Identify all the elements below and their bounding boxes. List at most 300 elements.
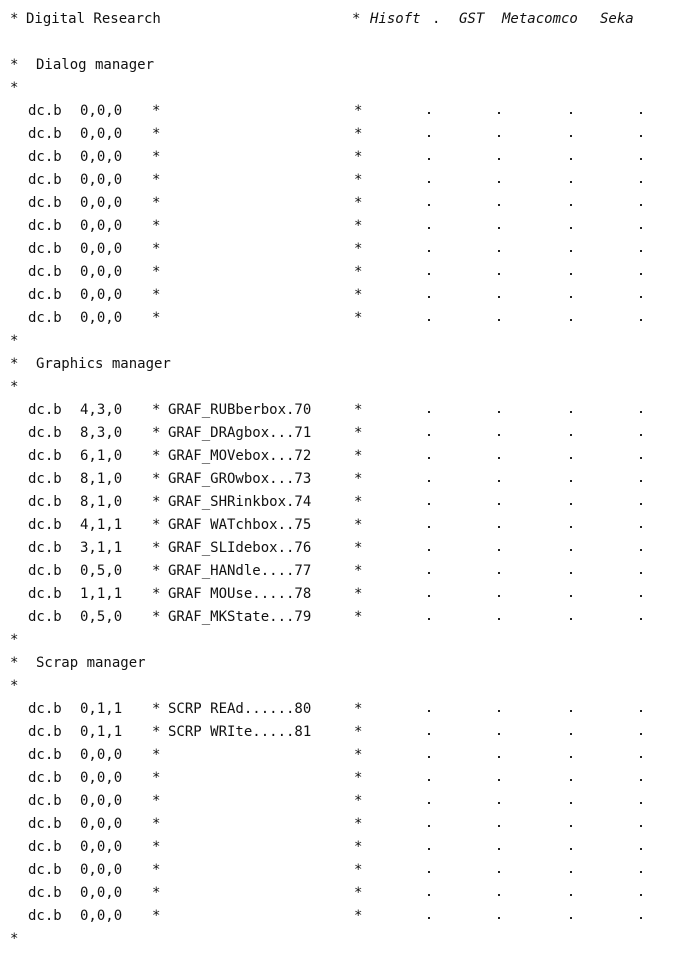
comment-marker: * bbox=[152, 172, 161, 188]
vendor-marker: * bbox=[354, 103, 363, 119]
vendor-marker: * bbox=[352, 11, 361, 27]
separator-dot bbox=[428, 227, 430, 229]
separator-dot bbox=[498, 135, 500, 137]
comment-marker: * bbox=[152, 310, 161, 326]
separator-dot bbox=[570, 710, 572, 712]
separator-dot bbox=[640, 618, 642, 620]
opcode: dc.b bbox=[28, 770, 62, 786]
separator-dot bbox=[498, 158, 500, 160]
separator-dot bbox=[570, 549, 572, 551]
separator-dot bbox=[570, 595, 572, 597]
opcode: dc.b bbox=[28, 609, 62, 625]
separator-dot bbox=[640, 480, 642, 482]
comment-marker: * bbox=[152, 218, 161, 234]
comment-marker: * bbox=[152, 195, 161, 211]
separator-dot bbox=[640, 181, 642, 183]
vendor-marker: * bbox=[354, 402, 363, 418]
vendor-marker: * bbox=[354, 517, 363, 533]
section-title: Dialog manager bbox=[36, 57, 155, 73]
vendor-marker: * bbox=[354, 839, 363, 855]
opcode: dc.b bbox=[28, 402, 62, 418]
arguments: 6,1,0 bbox=[80, 448, 123, 464]
separator-dot bbox=[498, 296, 500, 298]
separator-dot bbox=[498, 319, 500, 321]
separator-dot bbox=[640, 756, 642, 758]
separator-dot bbox=[498, 618, 500, 620]
separator-dot bbox=[428, 756, 430, 758]
separator-dot bbox=[570, 802, 572, 804]
vendor-marker: * bbox=[354, 816, 363, 832]
section-title-line bbox=[0, 353, 678, 376]
vendor-marker: * bbox=[354, 241, 363, 257]
separator-dot bbox=[428, 618, 430, 620]
section-title: Scrap manager bbox=[36, 655, 146, 671]
comment-marker: * bbox=[152, 149, 161, 165]
vendor-marker: * bbox=[354, 494, 363, 510]
table-row bbox=[0, 606, 678, 629]
separator-dot bbox=[640, 296, 642, 298]
comment-marker: * bbox=[152, 816, 161, 832]
separator-dot bbox=[498, 181, 500, 183]
separator-dot bbox=[428, 848, 430, 850]
table-row bbox=[0, 100, 678, 123]
comment-marker: * bbox=[152, 747, 161, 763]
separator-dot bbox=[570, 457, 572, 459]
vendor-label: Metacomco bbox=[502, 11, 578, 27]
comment-marker: * bbox=[152, 241, 161, 257]
separator-dot bbox=[498, 871, 500, 873]
separator-dot bbox=[498, 802, 500, 804]
separator-dot bbox=[428, 480, 430, 482]
separator-dot bbox=[428, 595, 430, 597]
arguments: 0,0,0 bbox=[80, 816, 123, 832]
vendor-marker: * bbox=[354, 448, 363, 464]
vendor-label: GST bbox=[459, 11, 485, 27]
opcode: dc.b bbox=[28, 793, 62, 809]
function-comment: GRAF_HANdle....77 bbox=[168, 563, 312, 579]
comment-marker: * bbox=[152, 264, 161, 280]
comment-marker: * bbox=[10, 333, 19, 349]
separator-dot bbox=[570, 894, 572, 896]
separator-dot bbox=[498, 227, 500, 229]
comment-marker: * bbox=[152, 425, 161, 441]
separator-dot bbox=[498, 917, 500, 919]
separator-dot bbox=[570, 181, 572, 183]
separator-dot bbox=[498, 848, 500, 850]
separator-dot bbox=[428, 917, 430, 919]
separator-dot bbox=[640, 411, 642, 413]
vendor-marker: * bbox=[354, 195, 363, 211]
separator-dot bbox=[498, 434, 500, 436]
function-comment: SCRP REAd......80 bbox=[168, 701, 312, 717]
table-row bbox=[0, 445, 678, 468]
arguments: 0,0,0 bbox=[80, 126, 123, 142]
section-title: Graphics manager bbox=[36, 356, 171, 372]
comment-marker: * bbox=[152, 471, 161, 487]
arguments: 0,1,1 bbox=[80, 724, 123, 740]
separator-dot bbox=[498, 572, 500, 574]
separator-dot bbox=[570, 572, 572, 574]
arguments: 0,0,0 bbox=[80, 885, 123, 901]
comment-line bbox=[0, 629, 678, 652]
arguments: 0,0,0 bbox=[80, 862, 123, 878]
separator-dot bbox=[428, 733, 430, 735]
separator-dot bbox=[640, 595, 642, 597]
separator-dot bbox=[498, 480, 500, 482]
comment-marker: * bbox=[10, 379, 19, 395]
opcode: dc.b bbox=[28, 425, 62, 441]
comment-marker: * bbox=[152, 126, 161, 142]
table-row bbox=[0, 215, 678, 238]
header-separator: . bbox=[432, 11, 441, 27]
vendor-marker: * bbox=[354, 425, 363, 441]
comment-marker: * bbox=[10, 632, 19, 648]
arguments: 0,0,0 bbox=[80, 770, 123, 786]
separator-dot bbox=[570, 434, 572, 436]
table-row bbox=[0, 744, 678, 767]
separator-dot bbox=[428, 503, 430, 505]
table-row bbox=[0, 422, 678, 445]
table-row bbox=[0, 560, 678, 583]
comment-marker: * bbox=[10, 80, 19, 96]
table-row bbox=[0, 859, 678, 882]
comment-marker: * bbox=[152, 885, 161, 901]
comment-marker: * bbox=[152, 540, 161, 556]
separator-dot bbox=[498, 503, 500, 505]
separator-dot bbox=[428, 710, 430, 712]
vendor-marker: * bbox=[354, 287, 363, 303]
table-row bbox=[0, 238, 678, 261]
comment-line bbox=[0, 330, 678, 353]
arguments: 0,0,0 bbox=[80, 839, 123, 855]
table-row bbox=[0, 399, 678, 422]
function-comment: GRAF MOUse.....78 bbox=[168, 586, 312, 602]
arguments: 0,0,0 bbox=[80, 195, 123, 211]
function-comment: SCRP WRIte.....81 bbox=[168, 724, 312, 740]
separator-dot bbox=[570, 273, 572, 275]
opcode: dc.b bbox=[28, 195, 62, 211]
arguments: 3,1,1 bbox=[80, 540, 123, 556]
comment-marker: * bbox=[152, 517, 161, 533]
comment-marker: * bbox=[152, 494, 161, 510]
comment-marker: * bbox=[152, 793, 161, 809]
opcode: dc.b bbox=[28, 701, 62, 717]
comment-marker: * bbox=[152, 402, 161, 418]
separator-dot bbox=[428, 526, 430, 528]
vendor-marker: * bbox=[354, 908, 363, 924]
table-row bbox=[0, 146, 678, 169]
separator-dot bbox=[570, 526, 572, 528]
separator-dot bbox=[640, 273, 642, 275]
separator-dot bbox=[498, 756, 500, 758]
opcode: dc.b bbox=[28, 885, 62, 901]
function-comment: GRAF_MOVebox...72 bbox=[168, 448, 312, 464]
opcode: dc.b bbox=[28, 816, 62, 832]
separator-dot bbox=[570, 112, 572, 114]
arguments: 8,3,0 bbox=[80, 425, 123, 441]
function-comment: GRAF_SLIdebox..76 bbox=[168, 540, 312, 556]
arguments: 0,0,0 bbox=[80, 149, 123, 165]
separator-dot bbox=[570, 227, 572, 229]
vendor-marker: * bbox=[354, 126, 363, 142]
separator-dot bbox=[428, 181, 430, 183]
separator-dot bbox=[570, 135, 572, 137]
vendor-marker: * bbox=[354, 770, 363, 786]
separator-dot bbox=[570, 871, 572, 873]
comment-marker: * bbox=[152, 563, 161, 579]
function-comment: GRAF_MKState...79 bbox=[168, 609, 312, 625]
table-row bbox=[0, 491, 678, 514]
comment-marker: * bbox=[152, 701, 161, 717]
table-row bbox=[0, 882, 678, 905]
separator-dot bbox=[428, 273, 430, 275]
separator-dot bbox=[640, 503, 642, 505]
opcode: dc.b bbox=[28, 540, 62, 556]
comment-marker: * bbox=[152, 839, 161, 855]
separator-dot bbox=[428, 871, 430, 873]
arguments: 8,1,0 bbox=[80, 471, 123, 487]
vendor-marker: * bbox=[354, 724, 363, 740]
separator-dot bbox=[570, 503, 572, 505]
arguments: 4,3,0 bbox=[80, 402, 123, 418]
table-row bbox=[0, 514, 678, 537]
comment-marker: * bbox=[152, 609, 161, 625]
table-row bbox=[0, 307, 678, 330]
arguments: 0,0,0 bbox=[80, 103, 123, 119]
separator-dot bbox=[428, 549, 430, 551]
separator-dot bbox=[640, 204, 642, 206]
table-row bbox=[0, 468, 678, 491]
separator-dot bbox=[498, 411, 500, 413]
table-row bbox=[0, 169, 678, 192]
opcode: dc.b bbox=[28, 264, 62, 280]
separator-dot bbox=[640, 112, 642, 114]
table-row bbox=[0, 790, 678, 813]
vendor-marker: * bbox=[354, 264, 363, 280]
vendor-marker: * bbox=[354, 218, 363, 234]
comment-marker: * bbox=[152, 287, 161, 303]
comment-marker: * bbox=[152, 586, 161, 602]
vendor-marker: * bbox=[354, 172, 363, 188]
separator-dot bbox=[498, 894, 500, 896]
separator-dot bbox=[570, 411, 572, 413]
opcode: dc.b bbox=[28, 517, 62, 533]
separator-dot bbox=[428, 250, 430, 252]
arguments: 0,1,1 bbox=[80, 701, 123, 717]
separator-dot bbox=[498, 710, 500, 712]
opcode: dc.b bbox=[28, 724, 62, 740]
table-row bbox=[0, 905, 678, 928]
separator-dot bbox=[570, 296, 572, 298]
function-comment: GRAF WATchbox..75 bbox=[168, 517, 312, 533]
vendor-marker: * bbox=[354, 862, 363, 878]
separator-dot bbox=[498, 825, 500, 827]
separator-dot bbox=[498, 204, 500, 206]
vendor-marker: * bbox=[354, 540, 363, 556]
arguments: 0,5,0 bbox=[80, 609, 123, 625]
function-comment: GRAF_SHRinkbox.74 bbox=[168, 494, 312, 510]
separator-dot bbox=[640, 227, 642, 229]
separator-dot bbox=[570, 158, 572, 160]
comment-marker: * bbox=[152, 103, 161, 119]
separator-dot bbox=[570, 319, 572, 321]
separator-dot bbox=[428, 894, 430, 896]
separator-dot bbox=[640, 434, 642, 436]
arguments: 0,0,0 bbox=[80, 218, 123, 234]
vendor-label: Hisoft bbox=[370, 11, 421, 27]
separator-dot bbox=[498, 595, 500, 597]
separator-dot bbox=[570, 480, 572, 482]
arguments: 0,0,0 bbox=[80, 264, 123, 280]
table-row bbox=[0, 192, 678, 215]
separator-dot bbox=[428, 112, 430, 114]
header-line bbox=[0, 8, 678, 31]
comment-marker: * bbox=[152, 724, 161, 740]
table-row bbox=[0, 537, 678, 560]
separator-dot bbox=[640, 848, 642, 850]
opcode: dc.b bbox=[28, 448, 62, 464]
comment-marker: * bbox=[10, 678, 19, 694]
opcode: dc.b bbox=[28, 310, 62, 326]
opcode: dc.b bbox=[28, 103, 62, 119]
header-marker: * bbox=[10, 11, 19, 27]
arguments: 0,0,0 bbox=[80, 908, 123, 924]
comment-marker: * bbox=[10, 57, 19, 73]
table-row bbox=[0, 836, 678, 859]
opcode: dc.b bbox=[28, 494, 62, 510]
arguments: 4,1,1 bbox=[80, 517, 123, 533]
separator-dot bbox=[428, 319, 430, 321]
comment-marker: * bbox=[10, 655, 19, 671]
separator-dot bbox=[640, 871, 642, 873]
separator-dot bbox=[498, 779, 500, 781]
vendor-marker: * bbox=[354, 747, 363, 763]
separator-dot bbox=[570, 204, 572, 206]
arguments: 0,0,0 bbox=[80, 793, 123, 809]
separator-dot bbox=[498, 457, 500, 459]
separator-dot bbox=[498, 549, 500, 551]
arguments: 0,0,0 bbox=[80, 747, 123, 763]
table-row bbox=[0, 284, 678, 307]
separator-dot bbox=[640, 917, 642, 919]
separator-dot bbox=[640, 549, 642, 551]
opcode: dc.b bbox=[28, 839, 62, 855]
header-title: Digital Research bbox=[26, 11, 161, 27]
table-row bbox=[0, 767, 678, 790]
arguments: 0,0,0 bbox=[80, 241, 123, 257]
table-row bbox=[0, 698, 678, 721]
comment-marker: * bbox=[10, 931, 19, 947]
opcode: dc.b bbox=[28, 471, 62, 487]
separator-dot bbox=[570, 250, 572, 252]
arguments: 0,0,0 bbox=[80, 172, 123, 188]
separator-dot bbox=[640, 733, 642, 735]
separator-dot bbox=[570, 779, 572, 781]
opcode: dc.b bbox=[28, 862, 62, 878]
vendor-marker: * bbox=[354, 586, 363, 602]
separator-dot bbox=[498, 112, 500, 114]
separator-dot bbox=[640, 894, 642, 896]
arguments: 0,0,0 bbox=[80, 287, 123, 303]
vendor-marker: * bbox=[354, 701, 363, 717]
comment-line bbox=[0, 928, 678, 951]
vendor-marker: * bbox=[354, 149, 363, 165]
separator-dot bbox=[640, 250, 642, 252]
separator-dot bbox=[640, 710, 642, 712]
opcode: dc.b bbox=[28, 149, 62, 165]
separator-dot bbox=[570, 848, 572, 850]
function-comment: GRAF_DRAgbox...71 bbox=[168, 425, 312, 441]
comment-marker: * bbox=[152, 770, 161, 786]
separator-dot bbox=[640, 526, 642, 528]
opcode: dc.b bbox=[28, 747, 62, 763]
separator-dot bbox=[498, 250, 500, 252]
vendor-marker: * bbox=[354, 563, 363, 579]
separator-dot bbox=[570, 618, 572, 620]
separator-dot bbox=[640, 825, 642, 827]
separator-dot bbox=[640, 158, 642, 160]
table-row bbox=[0, 261, 678, 284]
separator-dot bbox=[640, 135, 642, 137]
comment-line bbox=[0, 376, 678, 399]
section-title-line bbox=[0, 54, 678, 77]
opcode: dc.b bbox=[28, 563, 62, 579]
opcode: dc.b bbox=[28, 218, 62, 234]
separator-dot bbox=[570, 733, 572, 735]
comment-line bbox=[0, 675, 678, 698]
opcode: dc.b bbox=[28, 908, 62, 924]
separator-dot bbox=[498, 733, 500, 735]
section-title-line bbox=[0, 652, 678, 675]
table-row bbox=[0, 583, 678, 606]
separator-dot bbox=[428, 135, 430, 137]
comment-marker: * bbox=[152, 862, 161, 878]
function-comment: GRAF_GROwbox...73 bbox=[168, 471, 312, 487]
separator-dot bbox=[640, 457, 642, 459]
separator-dot bbox=[640, 319, 642, 321]
opcode: dc.b bbox=[28, 586, 62, 602]
vendor-marker: * bbox=[354, 471, 363, 487]
comment-marker: * bbox=[152, 448, 161, 464]
table-row bbox=[0, 721, 678, 744]
arguments: 0,5,0 bbox=[80, 563, 123, 579]
separator-dot bbox=[428, 411, 430, 413]
separator-dot bbox=[498, 273, 500, 275]
separator-dot bbox=[428, 204, 430, 206]
separator-dot bbox=[570, 825, 572, 827]
separator-dot bbox=[570, 756, 572, 758]
opcode: dc.b bbox=[28, 287, 62, 303]
vendor-marker: * bbox=[354, 310, 363, 326]
vendor-marker: * bbox=[354, 793, 363, 809]
separator-dot bbox=[570, 917, 572, 919]
separator-dot bbox=[428, 457, 430, 459]
vendor-marker: * bbox=[354, 609, 363, 625]
arguments: 1,1,1 bbox=[80, 586, 123, 602]
comment-line bbox=[0, 77, 678, 100]
separator-dot bbox=[640, 572, 642, 574]
separator-dot bbox=[428, 158, 430, 160]
opcode: dc.b bbox=[28, 126, 62, 142]
separator-dot bbox=[428, 825, 430, 827]
table-row bbox=[0, 813, 678, 836]
opcode: dc.b bbox=[28, 241, 62, 257]
separator-dot bbox=[428, 296, 430, 298]
opcode: dc.b bbox=[28, 172, 62, 188]
separator-dot bbox=[428, 434, 430, 436]
separator-dot bbox=[640, 779, 642, 781]
separator-dot bbox=[428, 572, 430, 574]
